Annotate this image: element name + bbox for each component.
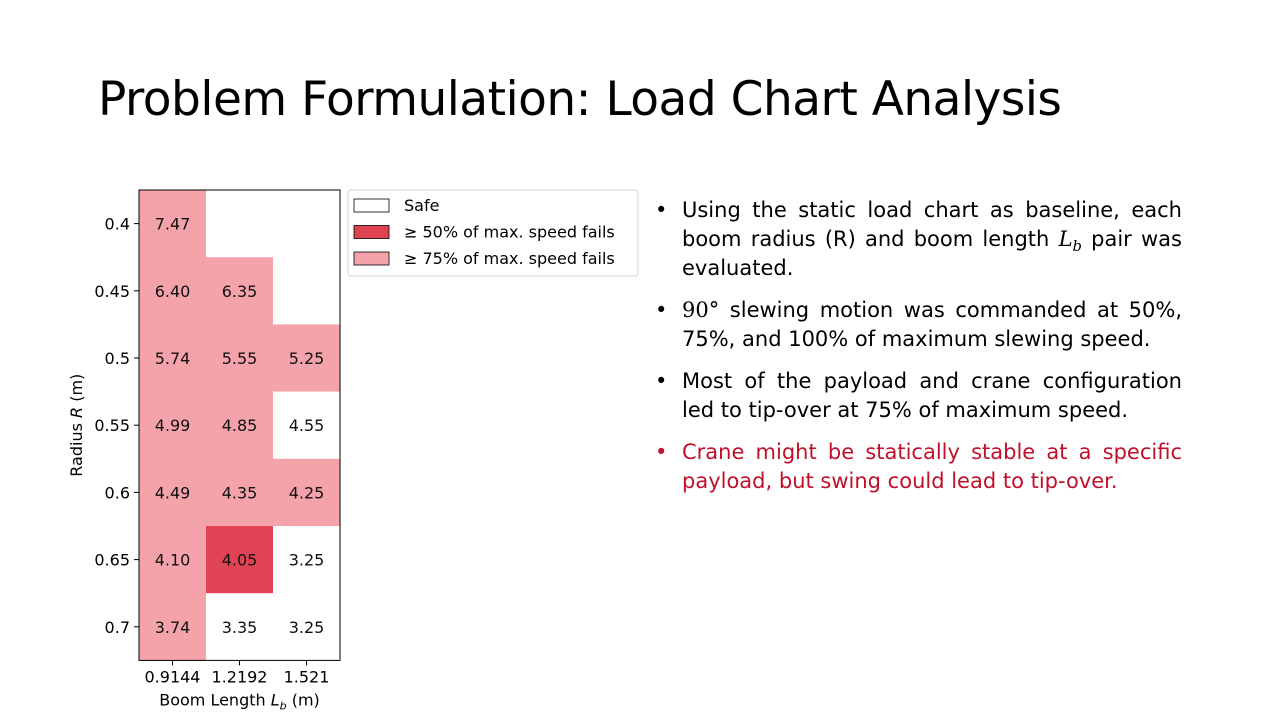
legend-entry-label: ≥ 75% of max. speed fails	[404, 249, 615, 268]
x-axis-label-prefix: Boom Length	[159, 690, 271, 710]
bullet-item-3	[655, 367, 1182, 425]
heatmap-cell-value: 4.85	[221, 416, 258, 436]
bullet-item-2	[655, 296, 1182, 354]
heatmap-cell-value: 6.40	[154, 281, 191, 301]
y-tick-label: 0.5	[104, 349, 130, 368]
heatmap-cell-value: 3.35	[221, 617, 258, 637]
heatmap-cell	[273, 257, 341, 325]
heatmap-cell-value: 7.47	[154, 214, 191, 234]
y-axis-label-prefix: Radius	[67, 417, 86, 477]
heatmap-cell	[273, 190, 341, 258]
x-tick-label: 1.521	[283, 667, 330, 687]
heatmap-cell-value: 6.35	[221, 281, 258, 301]
bullet-list	[655, 196, 1182, 509]
bullet-4-text: Crane might be statically stable at a specific payload, but swing could lead to tip-over.	[682, 440, 1182, 493]
heatmap-cell-value: 5.25	[288, 349, 325, 368]
heatmap-cell-value: 3.74	[154, 617, 191, 637]
y-tick-label: 0.4	[104, 214, 130, 234]
bullet-item-1	[655, 196, 1182, 283]
bullet-1-math-var: L	[1058, 227, 1073, 251]
heatmap-cell-value: 4.55	[288, 416, 325, 436]
heatmap-cell-value: 5.74	[154, 349, 191, 368]
heatmap-cell	[206, 190, 274, 258]
heatmap-cell-value: 4.35	[221, 483, 258, 503]
legend-entry-label: Safe	[404, 196, 440, 215]
x-axis-label-unit: (m)	[286, 690, 320, 710]
y-axis-label-var: R	[67, 406, 86, 418]
bullet-marker: •	[655, 369, 668, 393]
bullet-2-text: slewing motion was commanded at 50%, 75%, and 100% of maximum slewing speed.	[682, 298, 1182, 351]
legend-entry-label: ≥ 50% of max. speed fails	[404, 222, 615, 242]
bullet-marker: •	[655, 298, 668, 322]
bullet-marker: •	[655, 198, 668, 222]
heatmap-cell-value: 4.99	[154, 416, 191, 436]
y-tick-label: 0.7	[104, 617, 130, 637]
chart-legend	[348, 190, 638, 276]
bullet-1-math	[1058, 227, 1082, 256]
heatmap-cell-value: 4.49	[154, 483, 191, 503]
x-axis-label-var: L	[270, 690, 280, 710]
y-tick-label: 0.55	[94, 416, 130, 436]
bullet-marker: •	[655, 440, 668, 464]
bullet-1-math-sub: b	[1072, 238, 1082, 256]
y-axis-label-unit: (m)	[67, 373, 86, 407]
legend-swatch	[354, 252, 389, 265]
heatmap-cell-value: 5.55	[221, 349, 258, 368]
y-tick-label: 0.45	[94, 281, 130, 301]
legend-swatch	[354, 226, 389, 239]
x-axis-ticks	[145, 660, 330, 686]
heatmap-cell-value: 4.10	[154, 550, 191, 570]
heatmap-cell-value: 4.05	[221, 550, 258, 570]
y-axis-label	[67, 374, 86, 477]
bullet-item-4	[655, 438, 1182, 496]
y-axis-ticks	[94, 215, 139, 637]
bullet-2-math-lead: 90°	[682, 298, 720, 322]
slide-title: Problem Formulation: Load Chart Analysis	[98, 72, 1062, 127]
heatmap-cells	[139, 190, 341, 661]
legend-swatch	[354, 199, 389, 212]
bullet-3-text: Most of the payload and crane configuration led to tip-over at 75% of maximum speed.	[682, 369, 1182, 422]
y-tick-label: 0.6	[104, 483, 130, 503]
x-axis-label	[159, 690, 320, 712]
bullet-1-text-after: pair was evaluated.	[682, 227, 1182, 280]
heatmap-cell-value: 3.25	[288, 617, 325, 637]
y-tick-label: 0.65	[94, 550, 130, 570]
bullet-1-text-before: Using the static load chart as baseline, each boom radius (R) and boom length	[682, 198, 1182, 251]
heatmap-cell-value: 3.25	[288, 550, 325, 570]
x-axis-label-sub: b	[279, 699, 287, 713]
heatmap-cell-value: 4.25	[288, 483, 325, 503]
x-tick-label: 0.9144	[144, 667, 201, 687]
x-tick-label: 1.2192	[211, 667, 268, 687]
